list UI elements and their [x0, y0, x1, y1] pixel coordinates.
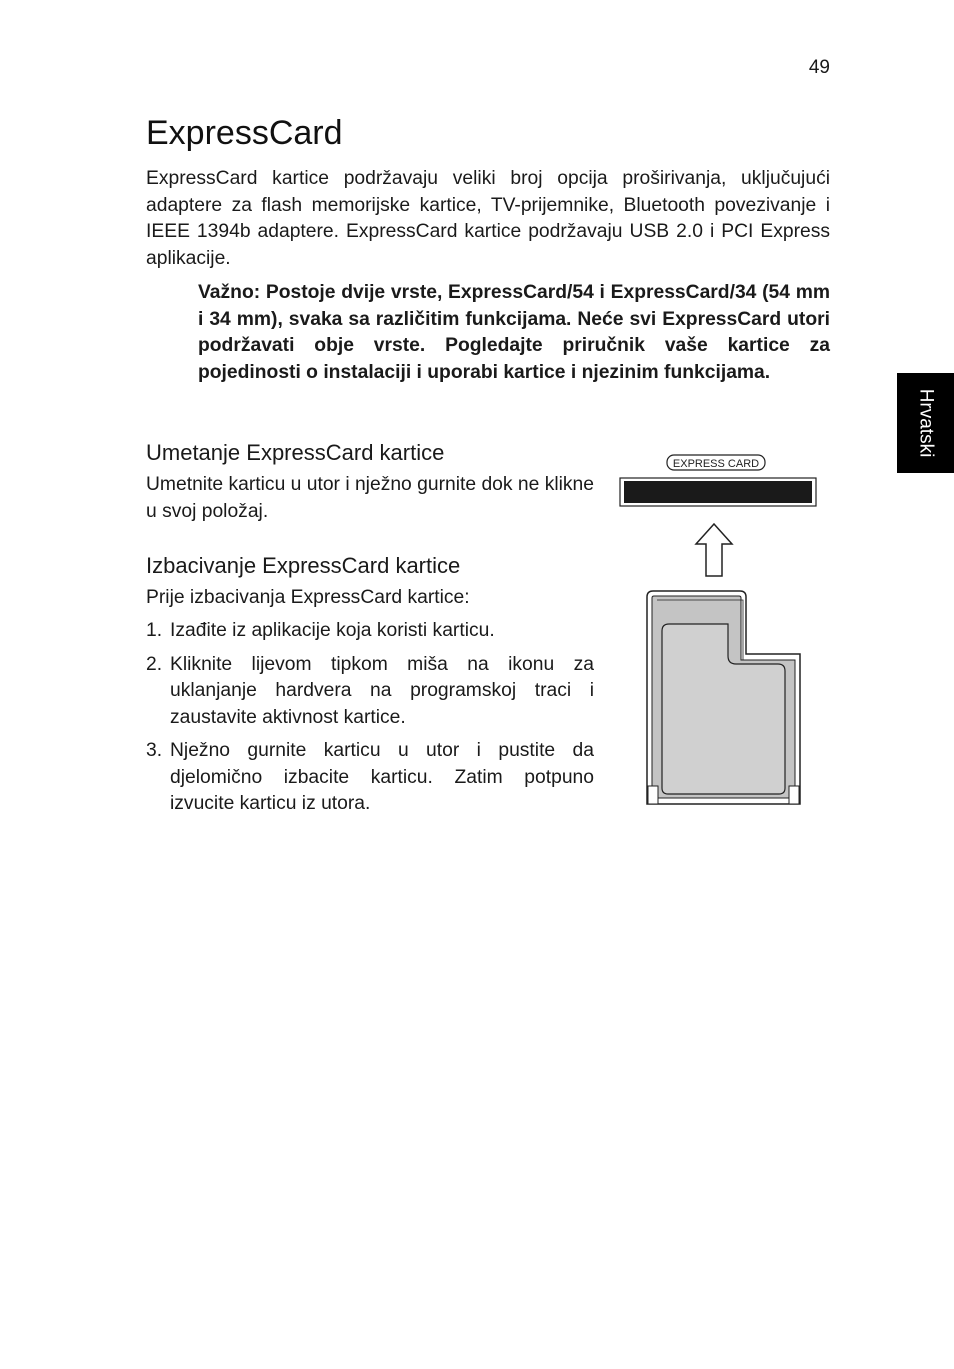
- expresscard-illustration: [610, 448, 840, 820]
- slot-label-text: EXPRESS CARD: [672, 458, 760, 470]
- insert-heading: Umetanje ExpressCard kartice: [146, 440, 445, 465]
- step-number: 3.: [146, 740, 163, 761]
- list-item: [146, 652, 594, 732]
- important-note: Važno: Postoje dvije vrste, ExpressCard/54 i ExpressCard/34 (54 mm i 34 mm), svaka sa različitim funkcijama. Neće svi ExpressCard utori podržavati obje vrste. Pogledajte priručnik vaše kartice za pojedinosti o instalaciji i uporabi kartice i njezinim funkcijama.: [198, 282, 830, 383]
- step-text: Kliknite lijevom tipkom miša na ikonu za uklanjanje hardvera na programskoj traci i zaustavite aktivnost kartice.: [170, 653, 594, 728]
- step-text: Nježno gurnite karticu u utor i pustite da djelomično izbacite karticu. Zatim potpuno izvucite karticu iz utora.: [170, 740, 594, 814]
- step-number: 1.: [146, 620, 163, 641]
- page-number: 49: [808, 57, 830, 78]
- list-item: [146, 618, 594, 645]
- eject-intro: Prije izbacivanja ExpressCard kartice:: [146, 587, 470, 608]
- slot-label: [667, 455, 765, 470]
- list-item: [146, 738, 594, 818]
- eject-heading: Izbacivanje ExpressCard kartice: [146, 553, 461, 578]
- insert-text: Umetnite karticu u utor i nježno gurnite dok ne klikne u svoj položaj.: [146, 474, 594, 522]
- expresscard-slot-icon: [620, 478, 816, 506]
- language-tab-label: Hrvatski: [915, 388, 937, 458]
- eject-steps: [146, 618, 594, 825]
- intro-paragraph: ExpressCard kartice podržavaju veliki broj opcija proširivanja, uključujući adaptere za flash memorijske kartice, TV-prijemnike, Bluetooth povezivanje i IEEE 1394b adaptere. ExpressCard kartice podržavaju USB 2.0 i PCI Express aplikacije.: [146, 168, 830, 269]
- page-title: ExpressCard: [146, 114, 343, 152]
- step-number: 2.: [146, 653, 163, 675]
- up-arrow-icon: [696, 524, 732, 576]
- step-text: Izađite iz aplikacije koja koristi karticu.: [170, 620, 495, 641]
- language-tab: [897, 373, 954, 473]
- expresscard-card-icon: [647, 591, 800, 804]
